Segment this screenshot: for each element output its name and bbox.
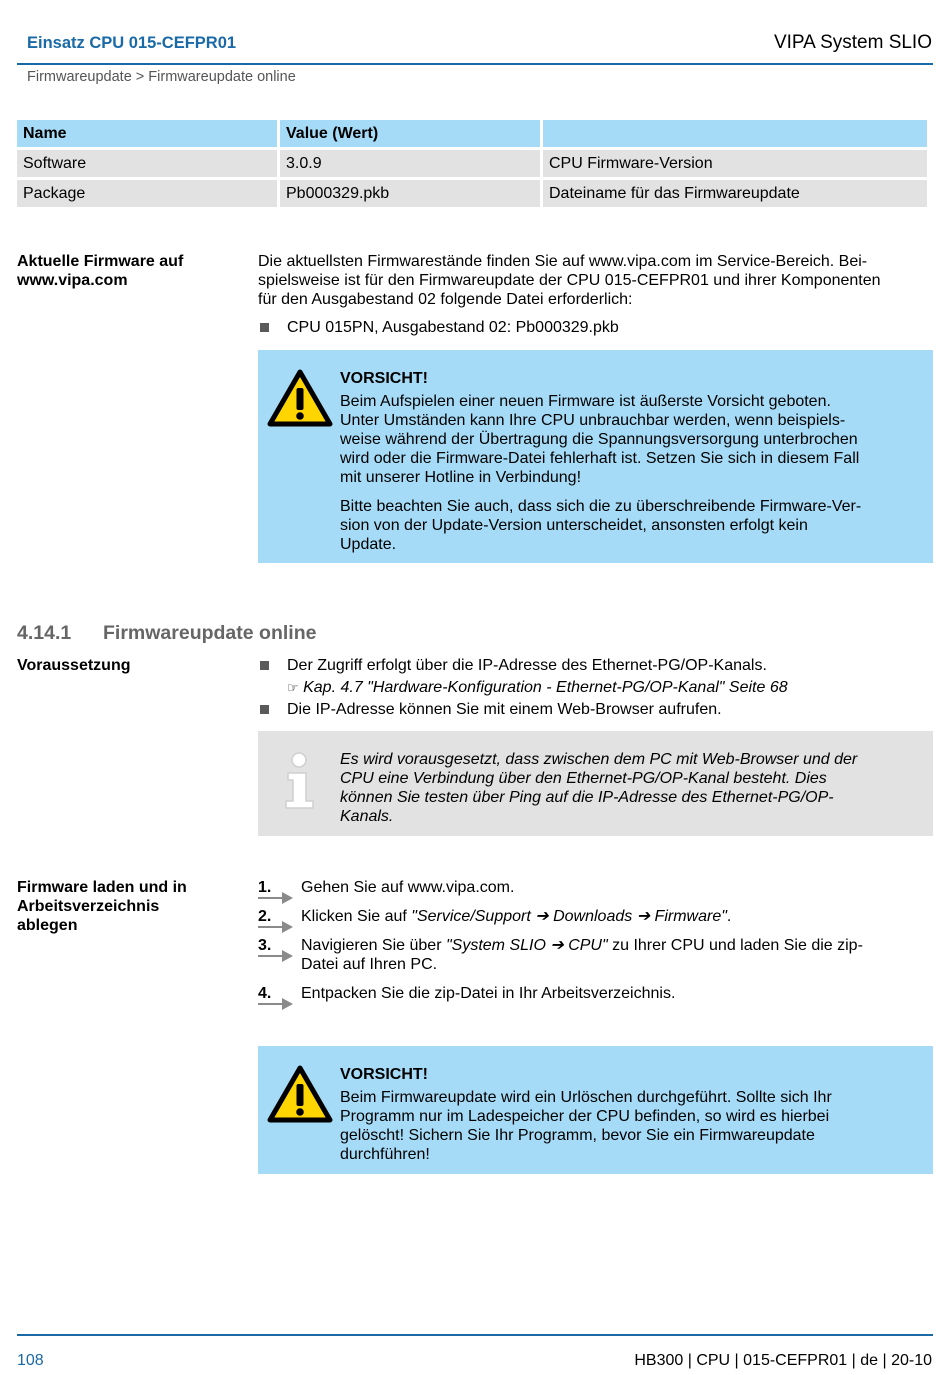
- caution-line: Update.: [340, 536, 397, 553]
- document-id: HB300 | CPU | 015-CEFPR01 | de | 20-10: [634, 1352, 932, 1369]
- step-number: 3.: [258, 937, 272, 954]
- step-item: [258, 984, 928, 1006]
- table-header-row: [17, 120, 927, 147]
- bullet-square-icon: [260, 661, 269, 670]
- bullet-text: Der Zugriff erfolgt über die IP-Adresse des Ethernet-PG/OP-Kanals.: [287, 657, 767, 674]
- note-line: können Sie testen über Ping auf die IP-Adresse des Ethernet-PG/OP-: [340, 789, 834, 806]
- caution-line: wird oder die Firmware-Datei fehlerhaft ist. Setzen Sie sich in diesem Fall: [340, 450, 860, 467]
- menu-path: "System SLIO ➔ CPU": [445, 937, 608, 954]
- step-line: Datei auf Ihren PC.: [301, 956, 438, 973]
- paragraph-line: für den Ausgabestand 02 folgende Datei erforderlich:: [258, 291, 633, 308]
- caution-line: Programm nur im Ladespeicher der CPU befinden, so wird es hierbei: [340, 1108, 830, 1125]
- table-cell: Package: [17, 180, 277, 207]
- note-line: Es wird vorausgesetzt, dass zwischen dem PC mit Web-Browser und der: [340, 751, 858, 768]
- side-label-line: ablegen: [17, 917, 78, 934]
- step-text: [301, 984, 921, 1003]
- caution-box: [258, 350, 933, 563]
- cross-reference-text: Kap. 4.7 "Hardware-Konfiguration - Ethernet-PG/OP-Kanal" Seite 68: [303, 679, 788, 696]
- table-header-cell: [543, 120, 927, 147]
- section-title: Firmwareupdate online: [103, 622, 317, 644]
- menu-path: "Service/Support ➔ Downloads ➔ Firmware": [411, 908, 727, 925]
- table-cell: CPU Firmware-Version: [543, 150, 927, 177]
- step-number: 1.: [258, 879, 272, 896]
- side-label-line: Firmware laden und in: [17, 879, 187, 896]
- step-item: [258, 936, 928, 978]
- breadcrumb: Firmwareupdate > Firmwareupdate online: [27, 69, 296, 85]
- step-text-part: zu Ihrer CPU und laden Sie die zip-: [607, 937, 863, 954]
- caution-text: [340, 1065, 910, 1164]
- caution-line: mit unserer Hotline in Verbindung!: [340, 469, 582, 486]
- caution-title: VORSICHT!: [340, 370, 428, 387]
- caution-line: Bitte beachten Sie auch, dass sich die zu überschreibende Firmware-Ver-: [340, 498, 862, 515]
- chapter-title: Einsatz CPU 015-CEFPR01: [27, 34, 237, 52]
- info-icon: [282, 751, 318, 816]
- caution-line: gelöscht! Sichern Sie Ihr Programm, bevor Sie ein Firmwareupdate: [340, 1127, 815, 1144]
- caution-line: durchführen!: [340, 1146, 430, 1163]
- step-line: [301, 936, 921, 955]
- table-cell: Software: [17, 150, 277, 177]
- table-cell: Pb000329.pkb: [280, 180, 540, 207]
- note-box: [258, 731, 933, 836]
- step-text-part: Gehen Sie auf www.vipa.com.: [301, 879, 515, 896]
- paragraph-line: Die aktuellsten Firmwarestände finden Sie auf www.vipa.com im Service-Bereich. Bei-: [258, 253, 868, 270]
- step-text: [301, 907, 921, 926]
- side-label-line: Arbeitsverzeichnis: [17, 898, 160, 915]
- caution-line: Unter Umständen kann Ihre CPU unbrauchbar werden, wenn beispiels-: [340, 412, 846, 429]
- firmware-paragraph: [258, 252, 928, 309]
- note-line: CPU eine Verbindung über den Ethernet-PG/OP-Kanal besteht. Dies: [340, 770, 827, 787]
- step-number: 4.: [258, 985, 272, 1002]
- caution-text: [340, 369, 910, 554]
- step-text-part: Klicken Sie auf: [301, 908, 412, 925]
- step-arrow-icon: [258, 996, 294, 1015]
- caution-box: [258, 1046, 933, 1174]
- caution-line: sion von der Update-Version unterscheidet, ansonsten erfolgt kein: [340, 517, 808, 534]
- bullet-square-icon: [260, 705, 269, 714]
- step-item: [258, 878, 928, 900]
- table-cell: 3.0.9: [280, 150, 540, 177]
- step-arrow-icon: [258, 948, 294, 967]
- step-text: [301, 936, 921, 974]
- product-title: VIPA System SLIO: [773, 32, 932, 53]
- side-label-line: Aktuelle Firmware auf: [17, 253, 184, 270]
- caution-paragraph: [340, 392, 910, 487]
- table-header-cell: Name: [17, 120, 277, 147]
- table-row: [17, 180, 927, 207]
- caution-line: Beim Firmwareupdate wird ein Urlöschen durchgeführt. Sollte sich Ihr: [340, 1089, 832, 1106]
- caution-title: VORSICHT!: [340, 1066, 428, 1083]
- header-divider: [17, 63, 933, 65]
- pointing-hand-icon: ☞: [287, 681, 299, 696]
- warning-triangle-icon: [267, 1065, 333, 1128]
- table-header-cell: Value (Wert): [280, 120, 540, 147]
- footer-divider: [17, 1334, 933, 1336]
- section-number: 4.14.1: [17, 622, 72, 644]
- step-text-part: Entpacken Sie die zip-Datei in Ihr Arbeitsverzeichnis.: [301, 985, 676, 1002]
- firmware-side-label: [17, 252, 237, 290]
- side-label-line: www.vipa.com: [17, 272, 128, 289]
- note-line: Kanals.: [340, 808, 394, 825]
- bullet-text: Die IP-Adresse können Sie mit einem Web-Browser aufrufen.: [287, 701, 722, 718]
- caution-paragraph: [340, 497, 910, 554]
- caution-line: Beim Aufspielen einer neuen Firmware ist äußerste Vorsicht geboten.: [340, 393, 831, 410]
- step-item: [258, 907, 928, 929]
- step-text-part: .: [726, 908, 732, 925]
- page-number: 108: [17, 1352, 44, 1369]
- steps-side-label: [17, 878, 237, 935]
- prereq-side-label: Voraussetzung: [17, 657, 131, 674]
- caution-line: weise während der Übertragung die Spannungsversorgung unterbrochen: [340, 431, 858, 448]
- caution-paragraph: [340, 1088, 910, 1164]
- paragraph-line: spielsweise ist für den Firmwareupdate der CPU 015-CEFPR01 und ihrer Komponenten: [258, 272, 881, 289]
- table-cell: Dateiname für das Firmwareupdate: [543, 180, 927, 207]
- step-text: [301, 878, 921, 897]
- table-row: [17, 150, 927, 177]
- cross-reference-link[interactable]: [287, 678, 788, 698]
- parameter-table: [14, 117, 930, 210]
- warning-triangle-icon: [267, 369, 333, 432]
- bullet-text: CPU 015PN, Ausgabestand 02: Pb000329.pkb: [287, 319, 619, 336]
- step-text-part: Navigieren Sie über: [301, 937, 446, 954]
- bullet-square-icon: [260, 323, 269, 332]
- note-text: [340, 750, 910, 826]
- step-number: 2.: [258, 908, 272, 925]
